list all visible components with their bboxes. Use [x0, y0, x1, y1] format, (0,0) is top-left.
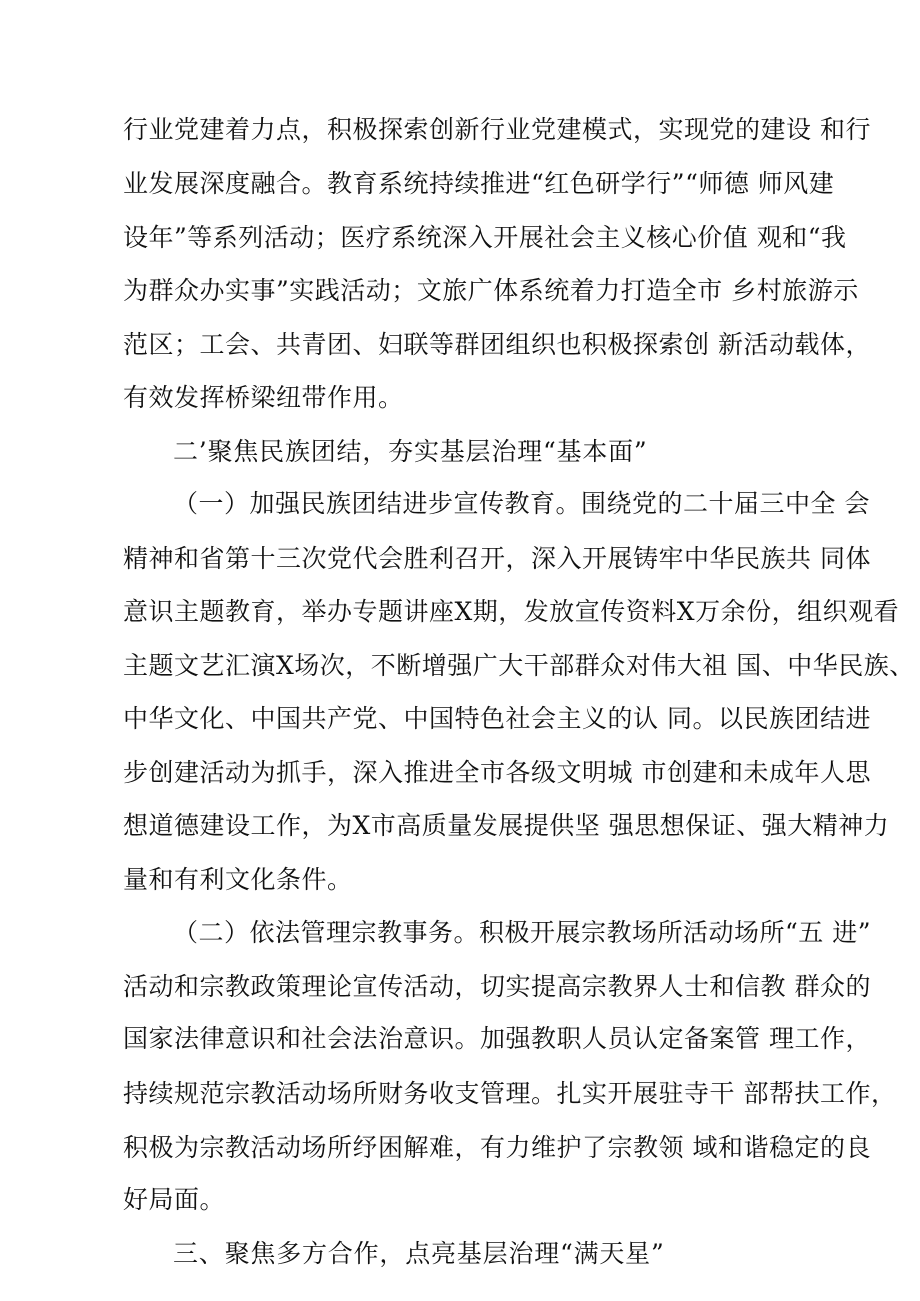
paragraph-line: 想道德建设工作，为X市高质量发展提供坚 强思想保证、强大精神力	[123, 811, 890, 840]
paragraph-line: 意识主题教育，举办专题讲座X期，发放宣传资料X万余份，组织观看	[123, 597, 900, 626]
paragraph-line: 持续规范宗教活动场所财务收支管理。扎实开展驻寺干 部帮扶工作，	[123, 1079, 897, 1108]
paragraph-line: 活动和宗教政策理论宣传活动，切实提高宗教界人士和信教 群众的	[123, 972, 871, 1001]
paragraph-line: （二）依法管理宗教事务。积极开展宗教场所活动场所“五 进”	[173, 918, 872, 947]
paragraph-line: 积极为宗教活动场所纾困解难，有力维护了宗教领 域和谐稳定的良	[123, 1133, 871, 1162]
paragraph-line: 国家法律意识和社会法治意识。加强教职人员认定备案管 理工作，	[123, 1024, 871, 1053]
paragraph-line: 业发展深度融合。教育系统持续推进“红色研学行”“师德 师风建	[123, 169, 835, 198]
paragraph-line: 主题文艺汇演X场次，不断增强广大干部群众对伟大祖 国、中华民族、	[123, 651, 915, 680]
paragraph-line: 设年”等系列活动；医疗系统深入开展社会主义核心价值 观和“我	[123, 223, 847, 252]
paragraph-line: 好局面。	[123, 1185, 226, 1214]
paragraph-line: （一）加强民族团结进步宣传教育。围绕党的二十届三中全 会	[173, 489, 870, 518]
paragraph-line: 范区；工会、共青团、妇联等群团组织也积极探索创 新活动载体，	[123, 330, 871, 359]
paragraph-line: 步创建活动为抓手，深入推进全市各级文明城 市创建和未成年人思	[123, 758, 871, 787]
paragraph-line: 为群众办实事”实践活动；文旅广体系统着力打造全市 乡村旅游示	[123, 276, 859, 305]
paragraph-line: 中华文化、中国共产党、中国特色社会主义的认 同。以民族团结进	[123, 704, 871, 733]
paragraph-line: 有效发挥桥梁纽带作用。	[123, 383, 404, 412]
paragraph-line: 行业党建着力点，积极探索创新行业党建模式，实现党的建设 和行	[123, 115, 871, 144]
paragraph-line: 精神和省第十三次党代会胜利召开，深入开展铸牢中华民族共 同体	[123, 544, 871, 573]
section-heading-3: 三、聚焦多方合作，点亮基层治理“满天星”	[173, 1239, 665, 1268]
section-heading-2: 二’聚焦民族团结，夯实基层治理“基本面”	[173, 437, 648, 466]
paragraph-line: 量和有利文化条件。	[123, 865, 353, 894]
